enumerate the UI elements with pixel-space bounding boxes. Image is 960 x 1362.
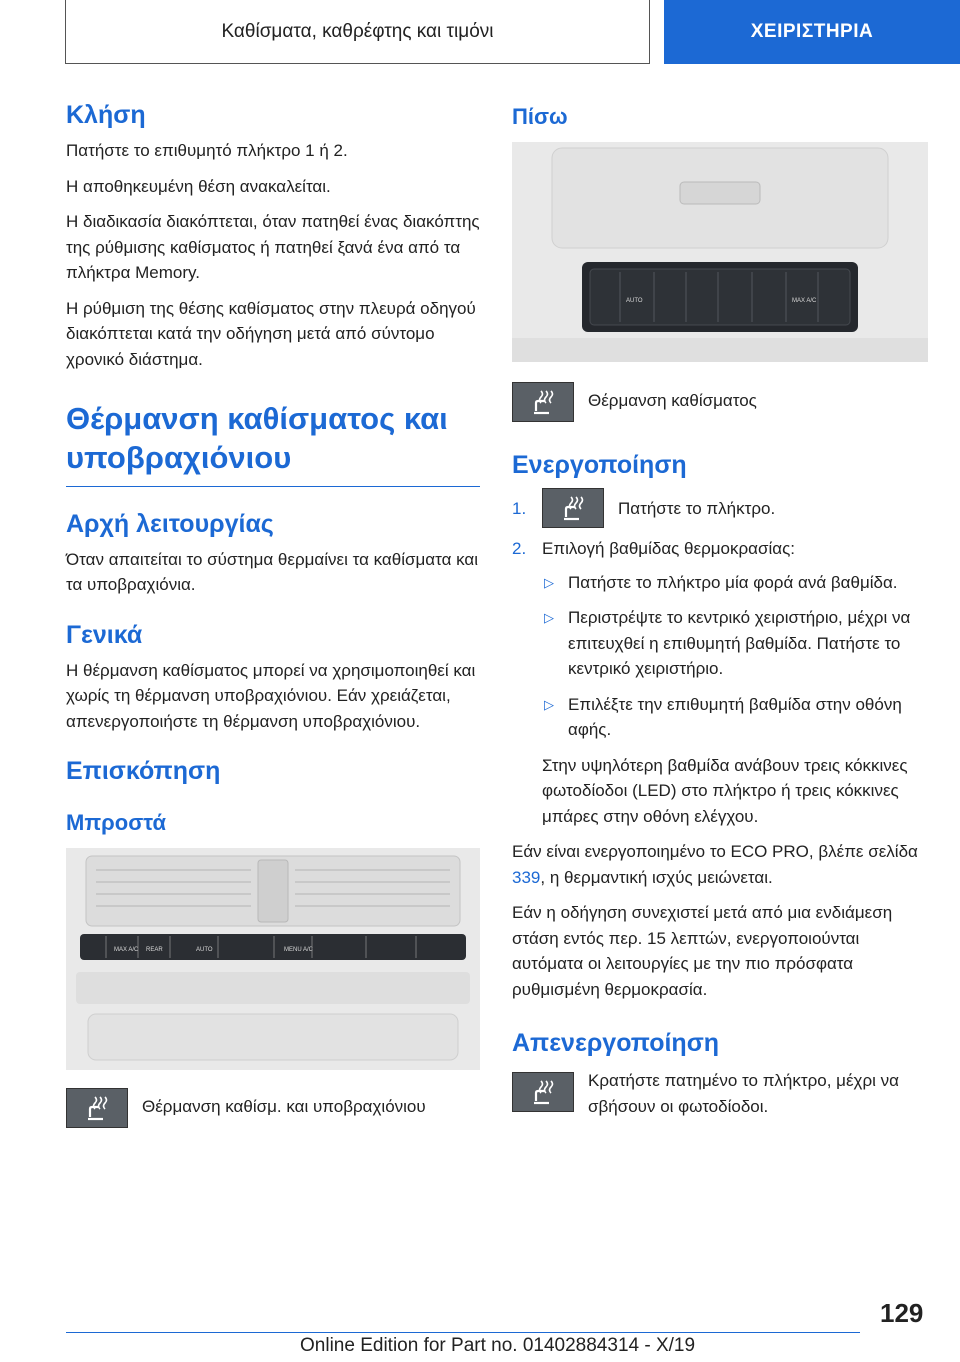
eco-pro-note bbox=[512, 839, 932, 890]
rear-console-photo bbox=[512, 142, 928, 362]
recall-heading: Κλήση bbox=[66, 101, 146, 129]
recall-paragraph-4: Η ρύθμιση της θέσης καθίσματος στην πλευρά οδηγού διακόπτεται κατά την οδήγηση μετά από σύντομο χρονικό διάστημα. bbox=[66, 298, 476, 369]
rear-heading: Πίσω bbox=[512, 104, 568, 129]
deactivate-row bbox=[512, 1072, 932, 1119]
option-button-text: Πατήστε το πλήκτρο μία φορά ανά βαθμίδα. bbox=[568, 572, 898, 592]
overview-heading: Επισκόπηση bbox=[66, 757, 221, 785]
page-number: 129 bbox=[880, 1298, 924, 1328]
rear-caption: Θέρμανση καθίσματος bbox=[588, 391, 757, 410]
option-controller-text: Περιστρέψτε το κεντρικό χειριστήριο, μέχρι να επιτευχθεί η επιθυμητή βαθμίδα. Πατήστε το κεντρικό χειριστήριο. bbox=[568, 608, 911, 678]
option-touchscreen bbox=[542, 692, 932, 743]
step-2 bbox=[512, 536, 932, 562]
rear-panel-label-max-ac: MAX A/C bbox=[792, 298, 817, 304]
panel-label-menu-ac: MENU A/C bbox=[284, 947, 314, 953]
step-1-number: 1. bbox=[512, 499, 527, 518]
seat-heating-icon bbox=[542, 488, 604, 528]
principle-paragraph: Όταν απαιτείται το σύστημα θερμαίνει τα καθίσματα και τα υποβραχιόνια. bbox=[66, 549, 479, 594]
step-2-text: Επιλογή βαθμίδας θερμοκρασίας: bbox=[542, 539, 796, 558]
front-console-photo bbox=[66, 848, 480, 1070]
panel-label-rear: REAR bbox=[146, 947, 163, 953]
page-339-link[interactable]: 339 bbox=[512, 867, 541, 887]
header-section-title: Καθίσματα, καθρέφτης και τιμόνι bbox=[65, 0, 650, 64]
recall-paragraph-2: Η αποθηκευμένη θέση ανακαλείται. bbox=[66, 176, 331, 196]
left-column bbox=[66, 100, 480, 1142]
deactivate-heading: Απενεργοποίηση bbox=[512, 1029, 720, 1057]
rear-legend-row bbox=[512, 382, 932, 422]
triangle-bullet-icon: ▷ bbox=[544, 696, 554, 712]
option-button bbox=[542, 570, 932, 596]
general-heading: Γενικά bbox=[66, 620, 143, 649]
front-legend-row bbox=[66, 1088, 480, 1128]
header-chapter-tab[interactable]: ΧΕΙΡΙΣΤΗΡΙΑ bbox=[664, 0, 960, 64]
step-2-number: 2. bbox=[512, 539, 527, 558]
panel-label-max-ac: MAX A/C bbox=[114, 947, 139, 953]
front-caption: Θέρμανση καθίσμ. και υποβραχιόνιου bbox=[142, 1097, 426, 1116]
seat-heating-icon bbox=[66, 1088, 128, 1128]
right-column bbox=[512, 100, 932, 1133]
seat-heating-icon bbox=[512, 1072, 574, 1112]
triangle-bullet-icon: ▷ bbox=[544, 610, 554, 625]
deactivate-text: Κρατήστε πατημένο το πλήκτρο, μέχρι να σβήσουν οι φωτοδίοδοι. bbox=[588, 1071, 899, 1116]
activate-heading: Ενεργοποίηση bbox=[512, 451, 687, 479]
footer-edition: Online Edition for Part no. 01402884314 - X/19 bbox=[300, 1335, 696, 1356]
general-paragraph: Η θέρμανση καθίσματος μπορεί να χρησιμοποιηθεί και χωρίς τη θέρμανση υποβραχιόνιου. Εάν χρειάζεται, απενεργοποιήστε τη θέρμανση υποβραχιόνιου. bbox=[66, 660, 476, 731]
step-1 bbox=[512, 496, 932, 528]
panel-label-auto: AUTO bbox=[196, 947, 213, 953]
rear-panel-label-auto: AUTO bbox=[626, 298, 643, 304]
option-controller bbox=[542, 605, 932, 682]
principle-heading: Αρχή λειτουργίας bbox=[66, 509, 274, 538]
recall-paragraph-1: Πατήστε το επιθυμητό πλήκτρο 1 ή 2. bbox=[66, 141, 348, 160]
footer-divider bbox=[66, 1332, 860, 1333]
step-1-text: Πατήστε το πλήκτρο. bbox=[618, 499, 776, 518]
eco-pro-text-after: , η θερμαντική ισχύς μειώνεται. bbox=[540, 867, 773, 887]
temperature-options bbox=[542, 570, 932, 743]
recall-paragraph-3: Η διαδικασία διακόπτεται, όταν πατηθεί ένας διακόπτης της ρύθμισης καθίσματος ή πατηθεί ξανά ένα από τα πλήκτρα Memory. bbox=[66, 212, 480, 282]
option-touchscreen-text: Επιλέξτε την επιθυμητή βαθμίδα στην οθόνη αφής. bbox=[568, 694, 902, 739]
activation-steps bbox=[512, 496, 932, 562]
front-heading: Μπροστά bbox=[66, 810, 166, 835]
seat-heating-icon bbox=[512, 382, 574, 422]
eco-pro-text-before: Εάν είναι ενεργοποιημένο το ECO PRO, βλέπε σελίδα bbox=[512, 842, 918, 861]
main-heading: Θέρμανση καθίσματος και υποβραχιόνιου bbox=[66, 400, 480, 487]
triangle-bullet-icon: ▷ bbox=[544, 574, 554, 590]
restart-note: Εάν η οδήγηση συνεχιστεί μετά από μια ενδιάμεση στάση εντός περ. 15 λεπτών, ενεργοποιούνται αυτόματα οι λειτουργίες με την πιο πρόσφατα ρυθμισμένη θερμοκρασία. bbox=[512, 903, 893, 999]
led-note: Στην υψηλότερη βαθμίδα ανάβουν τρεις κόκκινες φωτοδίοδοι (LED) στο πλήκτρο ή τρεις κόκκινες μπάρες στην οθόνη ελέγχου. bbox=[542, 755, 908, 826]
